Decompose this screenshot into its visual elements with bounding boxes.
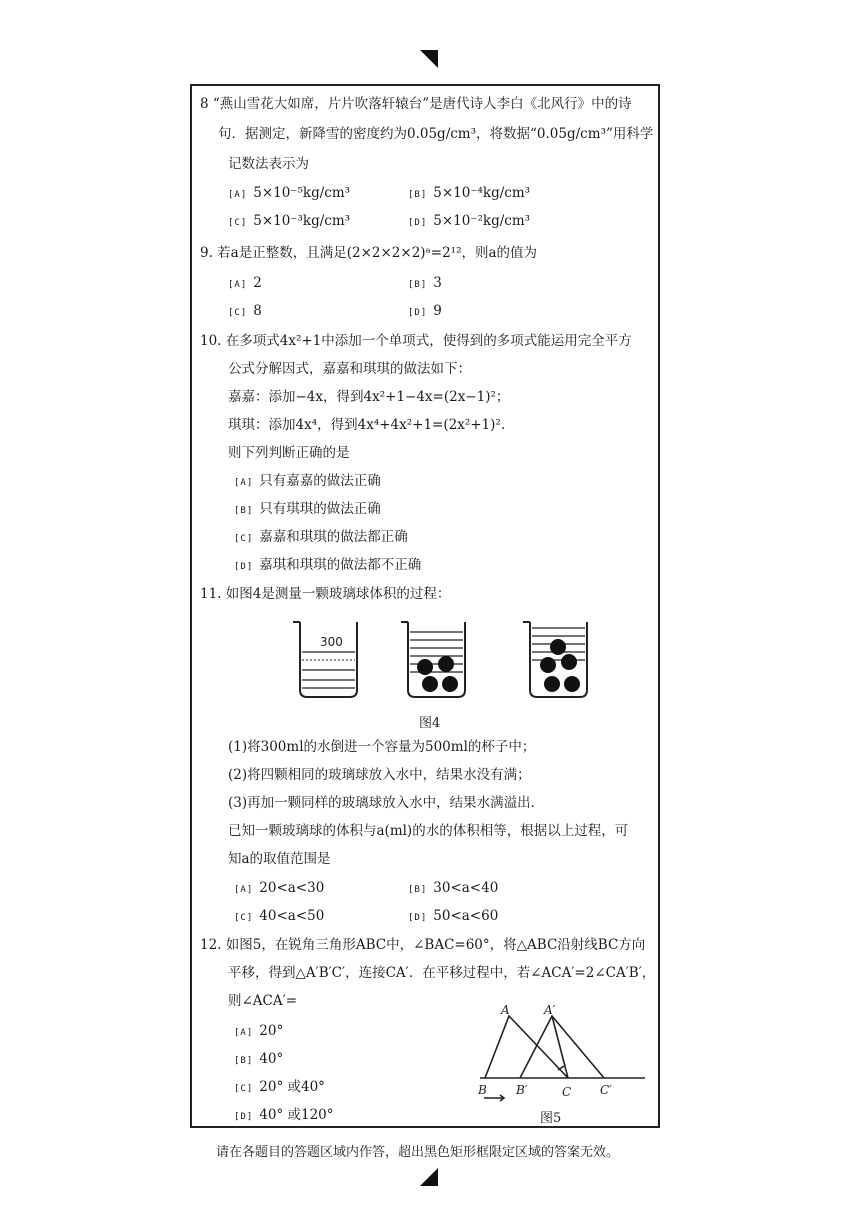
cup-2-balls: [417, 656, 458, 692]
figure-5-triangles: [470, 1000, 660, 1105]
label-c: C: [562, 1085, 572, 1099]
option-text: 5×10⁻³kg/cm³: [253, 213, 351, 229]
q10-line-4: 琪琪：添加4x⁴，得到4x⁴+4x²+1=(2x²+1)².: [228, 417, 506, 433]
option-text: 30<a<40: [433, 880, 499, 896]
q10-option-d[interactable]: [234, 559, 421, 573]
option-tag: [C]: [228, 308, 248, 318]
option-text: 只有嘉嘉的做法正确: [259, 473, 381, 489]
q11-option-a[interactable]: [234, 882, 324, 896]
q11-option-d[interactable]: [408, 910, 498, 924]
option-text: 8: [253, 303, 262, 319]
option-text: 2: [253, 275, 262, 291]
label-a: A: [501, 1003, 510, 1017]
option-text: 5×10⁻²kg/cm³: [433, 213, 531, 229]
footer-instruction: 请在各题目的答题区域内作答，超出黑色矩形框限定区域的答案无效。: [216, 1145, 620, 1160]
option-text: 20<a<30: [259, 880, 325, 896]
q12-option-c[interactable]: [234, 1081, 325, 1095]
option-text: 嘉琪和琪琪的做法都不正确: [259, 557, 422, 573]
alignment-mark-top: [420, 50, 438, 68]
option-text: 40°: [259, 1051, 284, 1067]
option-text: 40<a<50: [259, 908, 325, 924]
option-text: 9: [433, 303, 442, 319]
label-a-prime: A′: [544, 1003, 556, 1017]
option-tag: [D]: [408, 218, 428, 228]
option-tag: [D]: [408, 308, 428, 318]
q11-step-3: (3)再加一颗同样的玻璃球放入水中，结果水满溢出．: [228, 795, 545, 811]
option-tag: [C]: [234, 1084, 254, 1094]
option-tag: [B]: [408, 885, 428, 895]
option-tag: [A]: [234, 478, 254, 488]
option-tag: [C]: [228, 218, 248, 228]
label-b: B: [478, 1083, 487, 1097]
q12-option-d[interactable]: [234, 1109, 334, 1123]
q11-option-c[interactable]: [234, 910, 324, 924]
q10-line-2: 公式分解因式，嘉嘉和琪琪的做法如下：: [228, 361, 471, 377]
label-c-prime: C′: [600, 1083, 612, 1097]
q11-option-b[interactable]: [408, 882, 498, 896]
q10-line-1: 10. 在多项式4x²+1中添加一个单项式，使得到的多项式能运用完全平方: [200, 333, 632, 349]
option-tag: [A]: [234, 885, 254, 895]
option-tag: [B]: [408, 190, 428, 200]
q9-option-d[interactable]: [408, 305, 442, 319]
option-tag: [A]: [234, 1028, 254, 1038]
q8-option-a[interactable]: [228, 187, 350, 201]
option-text: 嘉嘉和琪琪的做法都正确: [259, 529, 408, 545]
option-tag: [C]: [234, 913, 254, 923]
q11-line-1: 11. 如图4是测量一颗玻璃球体积的过程：: [200, 586, 451, 602]
option-tag: [B]: [408, 280, 428, 290]
option-text: 50<a<60: [433, 908, 499, 924]
triangle-abc: [485, 1016, 568, 1078]
option-tag: [B]: [234, 1056, 254, 1066]
q11-step-1: (1)将300ml的水倒进一个容量为500ml的杯子中；: [228, 739, 536, 755]
q9-line-1: 9. 若a是正整数，且满足(2×2×2×2)ᵃ=2¹²，则a的值为: [200, 245, 538, 261]
q8-line-3: 记数法表示为: [228, 156, 309, 172]
option-tag: [D]: [408, 913, 428, 923]
option-text: 3: [433, 275, 442, 291]
q12-line-1: 12. 如图5，在锐角三角形ABC中，∠BAC=60°，将△ABC沿射线BC方向: [200, 937, 646, 953]
option-text: 20° 或40°: [259, 1079, 325, 1095]
q9-option-b[interactable]: [408, 277, 442, 291]
option-tag: [A]: [228, 280, 248, 290]
option-text: 20°: [259, 1023, 284, 1039]
q8-option-c[interactable]: [228, 215, 350, 229]
cup-3-balls: [540, 639, 580, 692]
figure-4-caption: 图4: [419, 716, 441, 731]
q10-line-3: 嘉嘉：添加−4x，得到4x²+1−4x=(2x−1)²；: [228, 389, 510, 405]
option-tag: [A]: [228, 190, 248, 200]
q11-line-6: 知a的取值范围是: [228, 851, 331, 867]
q10-option-c[interactable]: [234, 531, 408, 545]
q11-step-2: (2)将四颗相同的玻璃球放入水中，结果水没有满；: [228, 767, 531, 783]
option-text: 5×10⁻⁴kg/cm³: [433, 185, 531, 201]
q10-option-a[interactable]: [234, 475, 381, 489]
option-text: 40° 或120°: [259, 1107, 334, 1123]
figure-5-caption: 图5: [540, 1111, 562, 1126]
q9-option-c[interactable]: [228, 305, 262, 319]
figure-4-cups: [290, 612, 580, 712]
label-b-prime: B′: [516, 1083, 528, 1097]
q12-line-2: 平移，得到△A′B′C′，连接CA′．在平移过程中，若∠ACA′=2∠CA′B′，: [228, 965, 656, 981]
alignment-mark-bottom: [420, 1168, 438, 1186]
q12-option-a[interactable]: [234, 1025, 283, 1039]
q10-option-b[interactable]: [234, 503, 381, 517]
option-text: 5×10⁻⁵kg/cm³: [253, 185, 351, 201]
q8-option-b[interactable]: [408, 187, 530, 201]
q11-line-5: 已知一颗玻璃球的体积与a(ml)的水的体积相等，根据以上过程，可: [228, 823, 629, 839]
q12-line-3: 则∠ACA′=: [228, 993, 298, 1009]
q9-option-a[interactable]: [228, 277, 262, 291]
option-text: 只有琪琪的做法正确: [259, 501, 381, 517]
q8-line-1: 8 “燕山雪花大如席，片片吹落轩辕台”是唐代诗人李白《北风行》中的诗: [200, 96, 632, 112]
option-tag: [C]: [234, 534, 254, 544]
q12-option-b[interactable]: [234, 1053, 283, 1067]
option-tag: [B]: [234, 506, 254, 516]
option-tag: [D]: [234, 1112, 254, 1122]
q8-line-2: 句．据测定，新降雪的密度约为0.05g/cm³，将数据“0.05g/cm³”用科学: [218, 126, 654, 142]
cup-1-level-label: 300: [320, 635, 343, 649]
cup-1: [293, 622, 357, 697]
q10-line-5: 则下列判断正确的是: [228, 445, 350, 461]
triangle-a2b2c2: [520, 1016, 604, 1078]
q8-option-d[interactable]: [408, 215, 530, 229]
option-tag: [D]: [234, 562, 254, 572]
